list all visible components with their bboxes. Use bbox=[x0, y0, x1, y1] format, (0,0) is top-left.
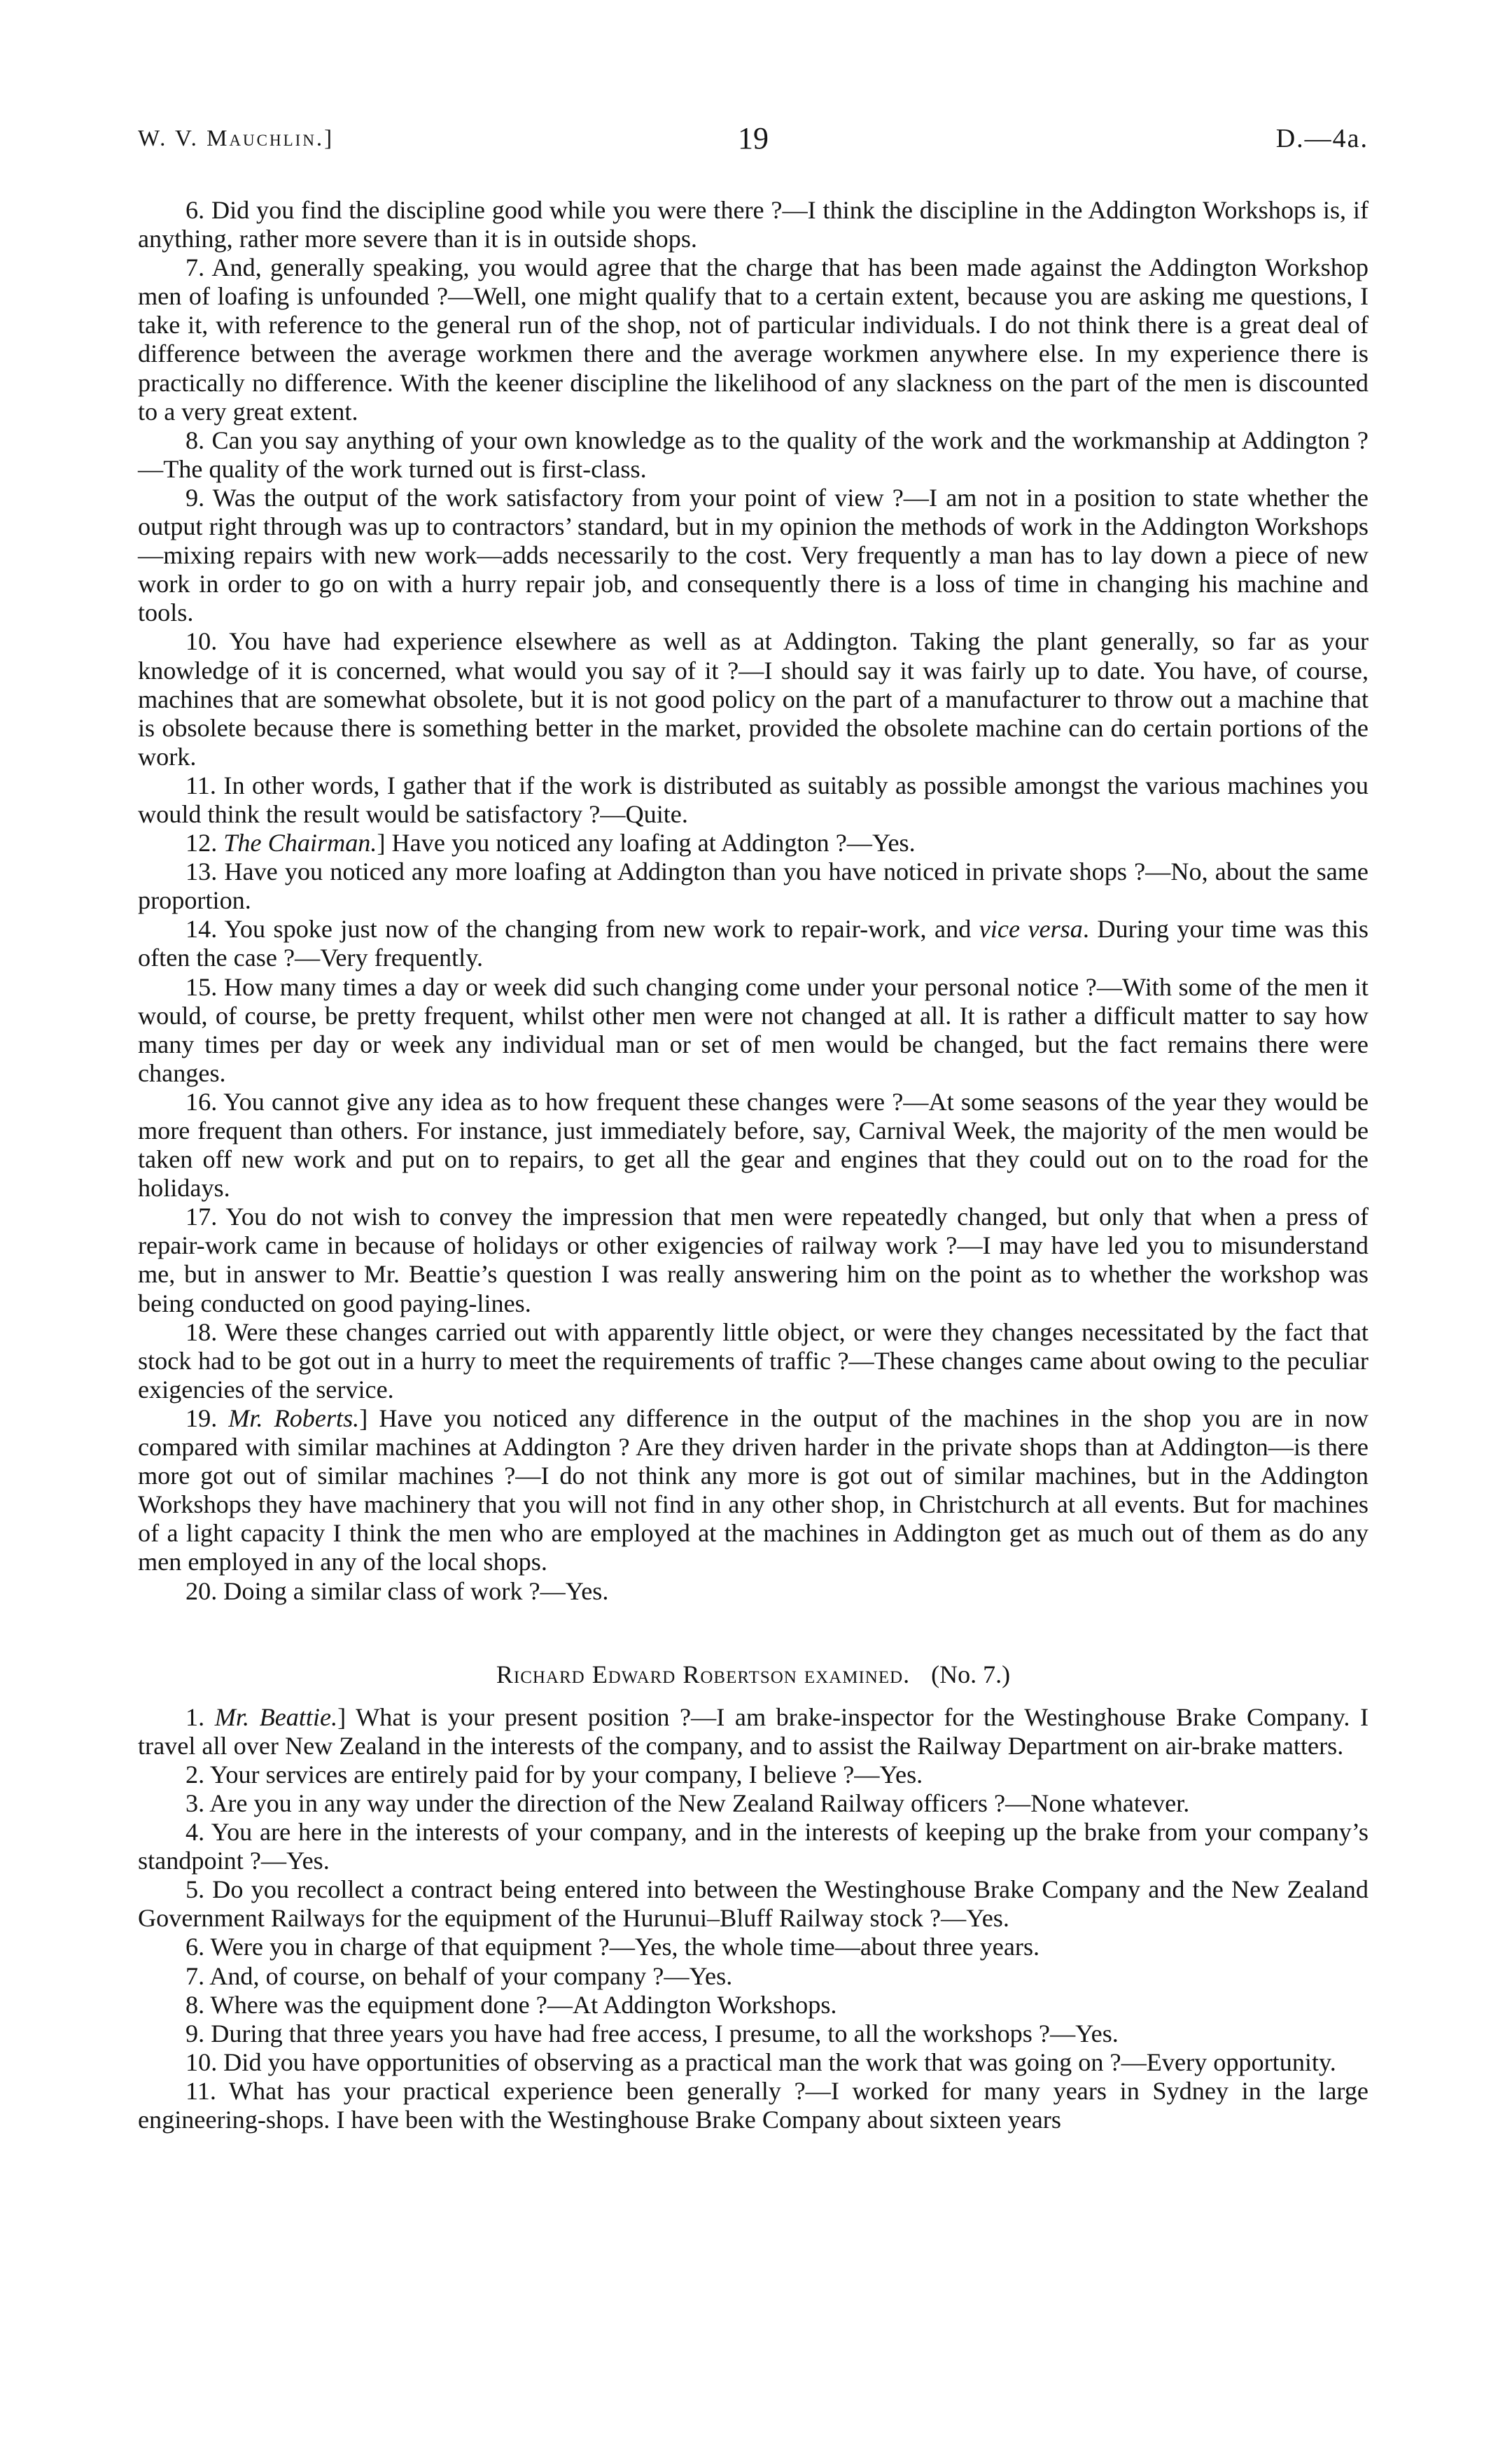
question-9: 9. During that three years you have had free access, I presume, to all the workshops ?—Yes. bbox=[186, 2019, 1119, 2047]
testimony-section-mauchlin bbox=[138, 196, 1368, 1606]
question-7: 7. And, of course, on behalf of your company ?—Yes. bbox=[186, 1961, 733, 1990]
question-11: 11. What has your practical experience been generally ?—I worked for many years in Sydney in the large engineering-shops. I have been with the Westinghouse Brake Company about sixteen years bbox=[138, 2076, 1368, 2134]
question-10: 10. You have had experience elsewhere as well as at Addington. Taking the plant generally, so far as your knowledge of it is concerned, what would you say of it ?—I should say it was fairly up to date. You have, of course, machines that are somewhat obsolete, but it is not good policy on the part of a manufacturer to throw out a machine that is obsolete because there is something better in the market, provided the obsolete machine can do certain portions of the work. bbox=[138, 627, 1368, 771]
document-reference: D.—4a. bbox=[1275, 124, 1368, 153]
witness-name: Richard Edward Robertson examined. bbox=[496, 1660, 911, 1688]
question-18: 18. Were these changes carried out with apparently little object, or were they changes necessitated by the fact that stock had to be got out in a hurry to meet the requirements of traffic ?—These changes came about owing to the peculiar exigencies of the service. bbox=[138, 1317, 1368, 1404]
question-6: 6. Did you find the discipline good while you were there ?—I think the discipline in the Addington Workshops is, if anything, rather more severe than it is in outside shops. bbox=[138, 196, 1368, 253]
question-3: 3. Are you in any way under the direction of the New Zealand Railway officers ?—None whatever. bbox=[186, 1788, 1190, 1817]
question-8: 8. Where was the equipment done ?—At Addington Workshops. bbox=[186, 1990, 837, 2019]
page-header bbox=[138, 120, 1368, 162]
question-4: 4. You are here in the interests of your company, and in the interests of keeping up the brake from your company’s standpoint ?—Yes. bbox=[138, 1818, 1368, 1875]
testimony-section-robertson bbox=[138, 1703, 1368, 2134]
page-number: 19 bbox=[738, 121, 769, 155]
question-8: 8. Can you say anything of your own knowledge as to the quality of the work and the workmanship at Addington ?—The quality of the work turned out is first-class. bbox=[138, 426, 1368, 483]
question-7: 7. And, generally speaking, you would agree that the charge that has been made against the Addington Workshop men of loafing is unfounded ?—Well, one might qualify that to a certain extent, because you are asking me questions, I take it, with reference to the general run of the shop, not of particular individuals. I do not think there is a great deal of difference between the average workmen there and the average workmen anywhere else. In my experience there is practically no difference. With the keener discipline the likelihood of any slackness on the part of the men is discounted to a very great extent. bbox=[138, 253, 1368, 426]
document-body bbox=[138, 196, 1368, 2134]
question-11: 11. In other words, I gather that if the work is distributed as suitably as possible amongst the various machines you would think the result would be satisfactory ?—Quite. bbox=[138, 771, 1368, 828]
question-17: 17. You do not wish to convey the impression that men were repeatedly changed, but only that when a press of repair-work came in because of holidays or other exigencies of railway work ?—I may have led you to misunderstand me, but in answer to Mr. Beattie’s question I was really answering him on the point as to whether the workshop was being conducted on good paying-lines. bbox=[138, 1203, 1368, 1317]
question-14: 14. You spoke just now of the changing from new work to repair-work, and vice versa. During your time was this often the case ?—Very frequently. bbox=[138, 915, 1369, 972]
question-2: 2. Your services are entirely paid for by your company, I believe ?—Yes. bbox=[186, 1760, 923, 1788]
speaker-name: Mr. Beattie. bbox=[214, 1702, 338, 1731]
question-20: 20. Doing a similar class of work ?—Yes. bbox=[186, 1576, 609, 1605]
question-5: 5. Do you recollect a contract being entered into between the Westinghouse Brake Company and the New Zealand Government Railways for the equipment of the Hurunui–Bluff Railway stock ?—Yes. bbox=[138, 1875, 1368, 1933]
header-witness-name: W. V. Mauchlin.] bbox=[138, 126, 335, 151]
question-19: 19. Mr. Roberts.] Have you noticed any difference in the output of the machines in the shop you are in now compared with similar machines at Addington ? Are they driven harder in the private shops than at Addington—is there more got out of similar machines ?—I do not think any more is got out of similar machines, but in the Addington Workshops they have machinery that you will not find in any other shop, in Christchurch at all events. But for machines of a light capacity I think the men who are employed at the machines in Addington get as much out of them as do any men employed in any of the local shops. bbox=[138, 1404, 1368, 1576]
question-15: 15. How many times a day or week did such changing come under your personal notice ?—With some of the men it would, of course, be pretty frequent, whilst other men were not changed at all. It is rather a difficult matter to say how many times per day or week any individual man or set of men would be changed, but the fact remains there were changes. bbox=[138, 972, 1368, 1087]
question-16: 16. You cannot give any idea as to how frequent these changes were ?—At some seasons of the year they would be more frequent than others. For instance, just immediately before, say, Carnival Week, the majority of the men would be taken off new work and put on to repairs, to get all the gear and engines that they could out on to the road for the holidays. bbox=[138, 1087, 1368, 1203]
question-10: 10. Did you have opportunities of observing as a practical man the work that was going on ?—Every opportunity. bbox=[186, 2047, 1336, 2076]
witness-heading bbox=[138, 1660, 1368, 1689]
question-12: 12. The Chairman.] Have you noticed any loafing at Addington ?—Yes. bbox=[186, 829, 916, 858]
witness-number: (No. 7.) bbox=[931, 1660, 1011, 1688]
speaker-name: Mr. Roberts. bbox=[228, 1404, 360, 1432]
speaker-name: The Chairman. bbox=[223, 829, 377, 858]
question-1: 1. Mr. Beattie.] What is your present position ?—I am brake-inspector for the Westinghouse Brake Company. I travel all over New Zealand in the interests of the company, and to assist the Railway Department on air-brake matters. bbox=[138, 1702, 1369, 1760]
question-13: 13. Have you noticed any more loafing at Addington than you have noticed in private shops ?—No, about the same proportion. bbox=[138, 858, 1368, 915]
question-6: 6. Were you in charge of that equipment ?—Yes, the whole time—about three years. bbox=[186, 1933, 1040, 1961]
question-9: 9. Was the output of the work satisfactory from your point of view ?—I am not in a position to state whether the output right through was up to contractors’ standard, but in my opinion the methods of work in the Addington Workshops—mixing repairs with new work—adds necessarily to the cost. Very frequently a man has to lay down a piece of new work in order to go on with a hurry repair job, and consequently there is a loss of time in changing his machine and tools. bbox=[138, 483, 1368, 627]
